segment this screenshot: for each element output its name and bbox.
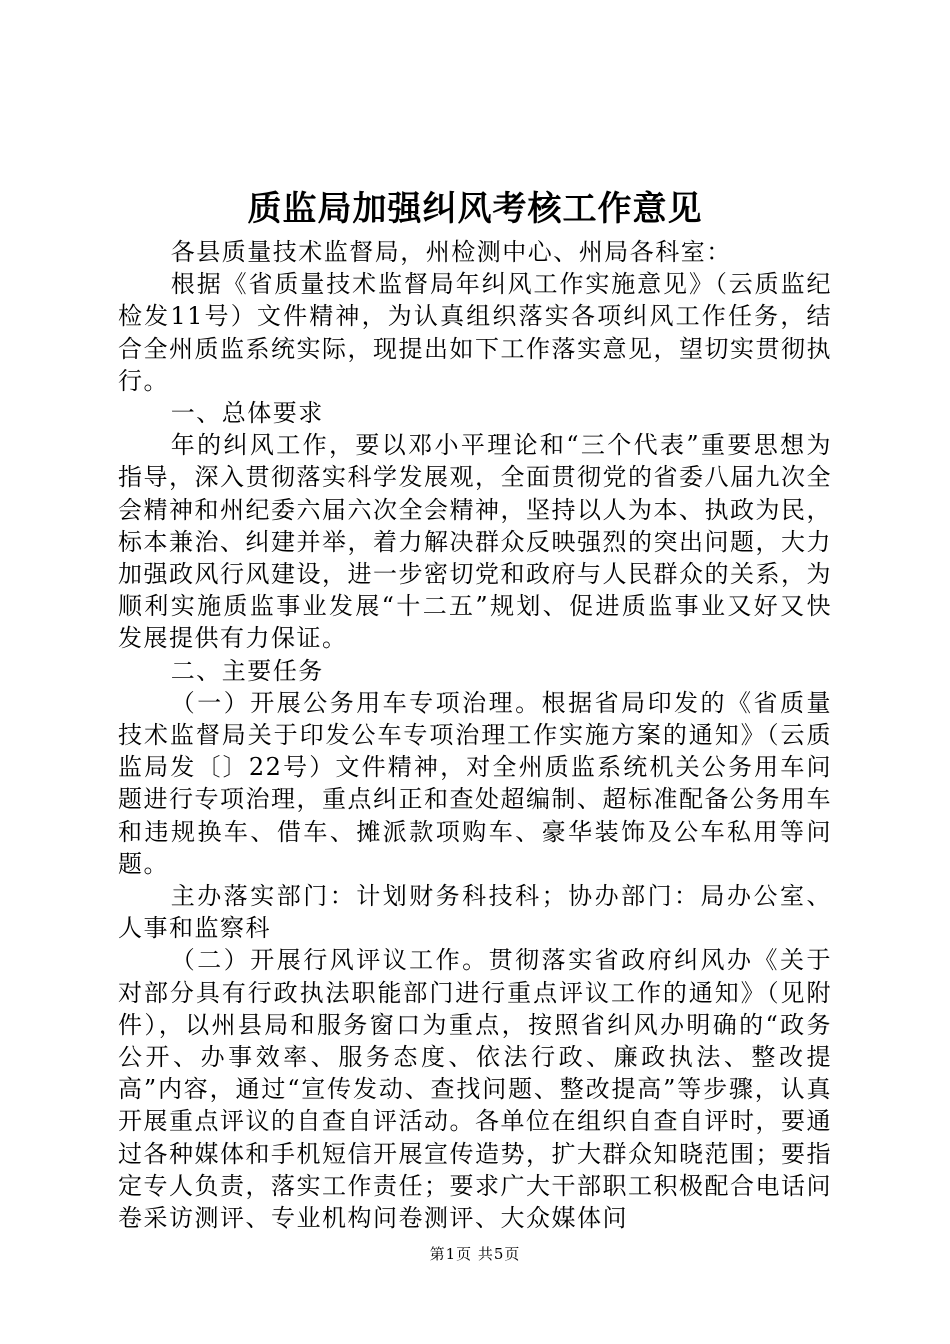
- document-body: [118, 236, 832, 1234]
- section-heading-main-tasks: 二、主要任务: [170, 656, 324, 685]
- general-requirements-paragraph: 年的纠风工作，要以邓小平理论和“三个代表”重要思想为指导，深入贯彻落实科学发展观，全面贯彻党的省委八届九次全会精神和州纪委六届六次全会精神，坚持以人为本、执政为民，标本兼治、纠建并举，着力解决群众反映强烈的突出问题，大力加强政风行风建设，进一步密切党和政府与人民群众的关系，为顺利实施质监事业发展“十二五”规划、促进质监事业又好又快发展提供有力保证。: [118, 431, 832, 653]
- salutation-paragraph: 各县质量技术监督局，州检测中心、州局各科室：: [170, 238, 732, 266]
- intro-paragraph: 根据《省质量技术监督局年纠风工作实施意见》（云质监纪检发11号）文件精神，为认真组织落实各项纠风工作任务，结合全州质监系统实际，现提出如下工作落实意见，望切实贯彻执行。: [118, 270, 832, 395]
- task-one-departments-paragraph: 主办落实部门：计划财务科技科；协办部门：局办公室、人事和监察科: [118, 882, 832, 943]
- page-footer: 第1页 共5页: [429, 1245, 521, 1263]
- section-heading-general-requirements: 一、总体要求: [170, 399, 324, 428]
- document-title: 质监局加强纠风考核工作意见: [247, 189, 703, 229]
- task-one-paragraph: （一）开展公务用车专项治理。根据省局印发的《省质量技术监督局关于印发公车专项治理工作实施方案的通知》（云质监局发〔〕22号）文件精神，对全州质监系统机关公务用车问题进行专项治理，重点纠正和查处超编制、超标准配备公务用车和违规换车、借车、摊派款项购车、豪华装饰及公车私用等问题。: [118, 688, 832, 878]
- task-two-paragraph: （二）开展行风评议工作。贯彻落实省政府纠风办《关于对部分具有行政执法职能部门进行重点评议工作的通知》（见附件），以州县局和服务窗口为重点，按照省纠风办明确的“政务公开、办事效率、服务态度、依法行政、廉政执法、整改提高”内容，通过“宣传发动、查找问题、整改提高”等步骤，认真开展重点评议的自查自评活动。各单位在组织自查自评时，要通过各种媒体和手机短信开展宣传造势，扩大群众知晓范围；要指定专人负责，落实工作责任；要求广大干部职工积极配合电话问卷采访测评、专业机构问卷测评、大众媒体问: [118, 946, 832, 1233]
